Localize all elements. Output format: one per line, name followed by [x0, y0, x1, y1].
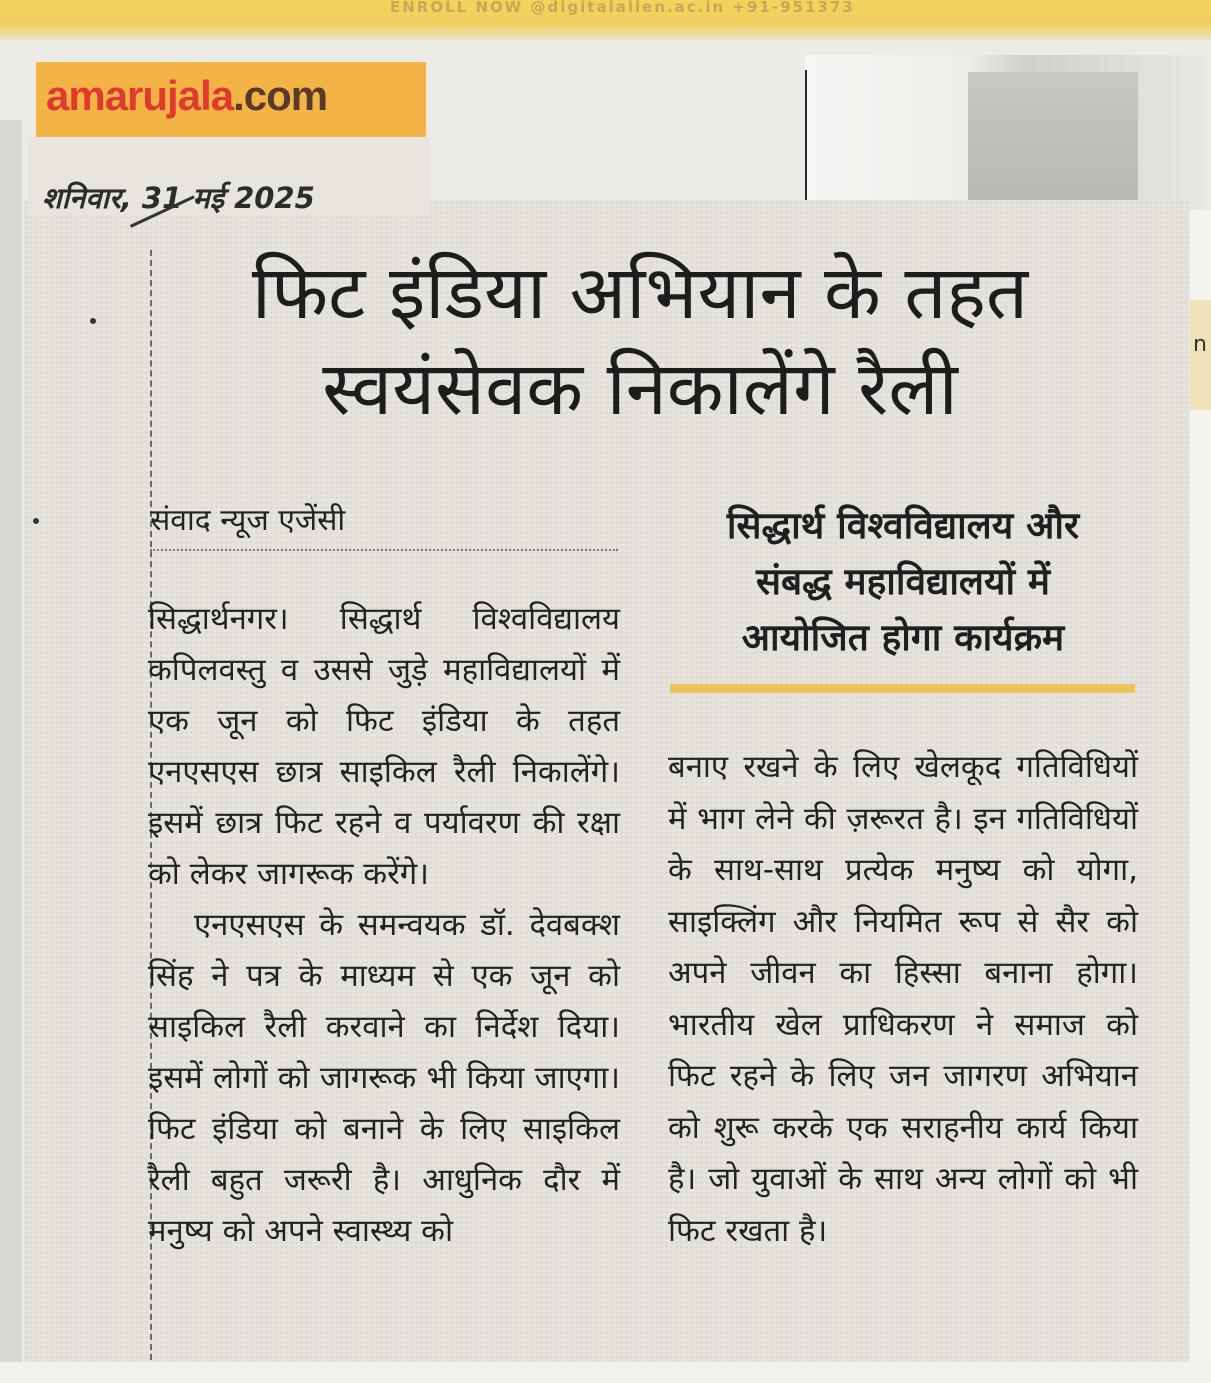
logo-main: amarujala — [46, 72, 234, 119]
byline: संवाद न्यूज एजेंसी — [150, 503, 346, 538]
ink-dot — [33, 518, 39, 524]
subhead-underline — [670, 684, 1135, 693]
body-column-right — [668, 742, 1138, 1257]
paragraph: बनाए रखने के लिए खेलकूद गतिविधियों में भाग लेने की ज़रूरत है। इन गतिविधियों के साथ-साथ प्रत्येक मनुष्य को योगा, साइक्लिंग और नियमित रूप से सैर को अपने जीवन का हिस्सा बनाना होगा। भारतीय खेल प्राधिकरण ने समाज को फिट रहने के लिए जन जागरण अभियान को शुरू करके एक सराहनीय कार्य किया है। जो युवाओं के साथ अन्य लोगों को भी फिट रखता है। — [668, 749, 1138, 1249]
headline-line-1: फिट इंडिया अभियान के तहत — [251, 250, 1029, 336]
bottom-page-edge — [0, 1362, 1211, 1383]
subhead-line-1: सिद्धार्थ विश्वविद्यालय और — [726, 504, 1080, 547]
ad-strip-text: ENROLL NOW @digitalallen.ac.in +91-951373 — [390, 0, 855, 16]
right-edge-glyph: n — [1193, 332, 1207, 357]
body-column-left — [148, 594, 620, 1257]
adjacent-photo — [968, 72, 1138, 207]
ink-dot — [90, 318, 96, 324]
headline-line-2: स्वयंसेवक निकालेंगे रैली — [322, 346, 958, 432]
paragraph: एनएसएस के समन्वयक डॉ. देवबक्श सिंह ने पत्र के माध्यम से एक जून को साइकिल रैली करवाने का निर्देश दिया। इसमें लोगों को जागरूक भी किया जाएगा। फिट इंडिया को बनाने के लिए साइकिल रैली बहुत जरूरी है। आधुनिक दौर में मनुष्य को अपने स्वास्थ्य को — [148, 907, 620, 1249]
byline-rule — [150, 549, 618, 551]
left-page-edge — [0, 120, 22, 1383]
publication-date: शनिवार, 31 मई 2025 — [42, 181, 315, 215]
logo-domain: .com — [233, 72, 328, 119]
subhead-line-3: आयोजित होगा कार्यक्रम — [741, 616, 1065, 659]
subheadline — [668, 498, 1138, 666]
headline — [140, 245, 1140, 437]
subhead-line-2: संबद्ध महाविद्यालयों में — [755, 560, 1051, 603]
top-ad-strip — [0, 0, 1211, 40]
adjacent-rule — [805, 70, 807, 210]
amarujala-logo — [46, 72, 327, 120]
paragraph: सिद्धार्थनगर। सिद्धार्थ विश्वविद्यालय कपिलवस्तु व उससे जुड़े महाविद्यालयों में एक जून को फिट इंडिया के तहत एनएसएस छात्र साइकिल रैली निकालेंगे। इसमें छात्र फिट रहने व पर्यावरण की रक्षा को लेकर जागरूक करेंगे। — [148, 601, 620, 892]
